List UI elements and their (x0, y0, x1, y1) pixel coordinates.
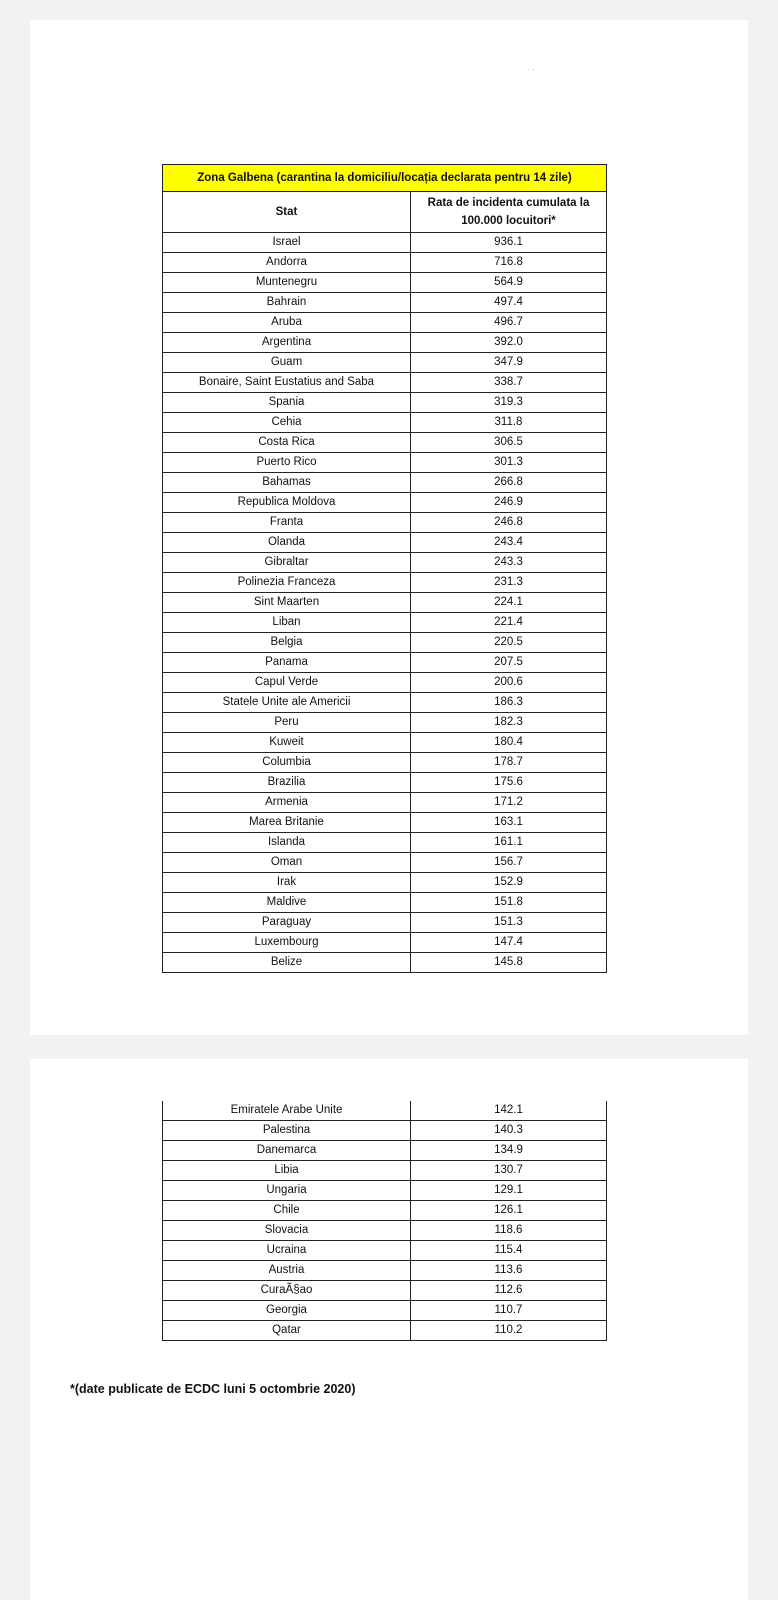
incidence-rate-cell: 171.2 (411, 793, 607, 813)
country-cell: Austria (163, 1261, 411, 1281)
table-row (163, 333, 607, 353)
table-banner-row (163, 165, 607, 192)
table-row (163, 593, 607, 613)
table-row (163, 633, 607, 653)
country-cell: Sint Maarten (163, 593, 411, 613)
country-cell: Peru (163, 713, 411, 733)
yellow-zone-table-continued (162, 1101, 607, 1341)
table-row (163, 373, 607, 393)
country-cell: Slovacia (163, 1221, 411, 1241)
table-row (163, 1261, 607, 1281)
country-cell: Republica Moldova (163, 493, 411, 513)
incidence-rate-cell: 224.1 (411, 593, 607, 613)
table-row (163, 393, 607, 413)
table-row (163, 713, 607, 733)
incidence-rate-cell: 200.6 (411, 673, 607, 693)
table-row (163, 613, 607, 633)
table-row (163, 953, 607, 973)
table-row (163, 293, 607, 313)
table-row (163, 473, 607, 493)
table-row (163, 833, 607, 853)
country-cell: Israel (163, 233, 411, 253)
incidence-rate-cell: 112.6 (411, 1281, 607, 1301)
table-row (163, 1321, 607, 1341)
page-mark: · · (527, 65, 535, 74)
country-cell: Bahrain (163, 293, 411, 313)
country-cell: Belize (163, 953, 411, 973)
country-cell: Islanda (163, 833, 411, 853)
incidence-rate-cell: 152.9 (411, 873, 607, 893)
incidence-rate-cell: 243.4 (411, 533, 607, 553)
table-row (163, 753, 607, 773)
incidence-rate-cell: 347.9 (411, 353, 607, 373)
incidence-rate-cell: 163.1 (411, 813, 607, 833)
country-cell: Luxembourg (163, 933, 411, 953)
incidence-rate-cell: 130.7 (411, 1161, 607, 1181)
country-cell: Columbia (163, 753, 411, 773)
table-row (163, 1241, 607, 1261)
incidence-rate-cell: 151.8 (411, 893, 607, 913)
column-header-rate: Rata de incidenta cumulata la 100.000 locuitori* (411, 192, 607, 233)
table-row (163, 1141, 607, 1161)
table-row (163, 313, 607, 333)
table-row (163, 673, 607, 693)
country-cell: Kuweit (163, 733, 411, 753)
table-row (163, 1201, 607, 1221)
incidence-rate-cell: 936.1 (411, 233, 607, 253)
table-row (163, 893, 607, 913)
incidence-rate-cell: 178.7 (411, 753, 607, 773)
table-row (163, 1161, 607, 1181)
document-page-1 (30, 20, 748, 1035)
table-row (163, 233, 607, 253)
country-cell: Georgia (163, 1301, 411, 1321)
incidence-rate-cell: 564.9 (411, 273, 607, 293)
table-row (163, 933, 607, 953)
incidence-rate-cell: 497.4 (411, 293, 607, 313)
table-row (163, 693, 607, 713)
country-cell: Muntenegru (163, 273, 411, 293)
incidence-rate-cell: 110.2 (411, 1321, 607, 1341)
country-cell: Olanda (163, 533, 411, 553)
table-banner-title: Zona Galbena (carantina la domiciliu/locația declarata pentru 14 zile) (163, 165, 607, 192)
incidence-rate-cell: 110.7 (411, 1301, 607, 1321)
country-cell: Bonaire, Saint Eustatius and Saba (163, 373, 411, 393)
country-cell: Libia (163, 1161, 411, 1181)
country-cell: Spania (163, 393, 411, 413)
table-row (163, 1181, 607, 1201)
country-cell: Capul Verde (163, 673, 411, 693)
country-cell: Palestina (163, 1121, 411, 1141)
table-row (163, 533, 607, 553)
table-row (163, 813, 607, 833)
table-row (163, 273, 607, 293)
country-cell: Guam (163, 353, 411, 373)
table-row (163, 353, 607, 373)
table-row (163, 413, 607, 433)
country-cell: Polinezia Franceza (163, 573, 411, 593)
country-cell: Statele Unite ale Americii (163, 693, 411, 713)
table-row (163, 853, 607, 873)
country-cell: Marea Britanie (163, 813, 411, 833)
yellow-zone-table (162, 164, 607, 973)
table-row (163, 493, 607, 513)
incidence-rate-cell: 180.4 (411, 733, 607, 753)
incidence-rate-cell: 175.6 (411, 773, 607, 793)
country-cell: Qatar (163, 1321, 411, 1341)
table-row (163, 513, 607, 533)
incidence-rate-cell: 311.8 (411, 413, 607, 433)
table-row (163, 913, 607, 933)
table-row (163, 433, 607, 453)
incidence-rate-cell: 207.5 (411, 653, 607, 673)
incidence-rate-cell: 129.1 (411, 1181, 607, 1201)
incidence-rate-cell: 118.6 (411, 1221, 607, 1241)
column-header-state: Stat (163, 192, 411, 233)
table-row (163, 793, 607, 813)
country-cell: Bahamas (163, 473, 411, 493)
country-cell: Chile (163, 1201, 411, 1221)
country-cell: Maldive (163, 893, 411, 913)
incidence-rate-cell: 338.7 (411, 373, 607, 393)
incidence-rate-cell: 319.3 (411, 393, 607, 413)
incidence-rate-cell: 145.8 (411, 953, 607, 973)
country-cell: Panama (163, 653, 411, 673)
table-row (163, 253, 607, 273)
incidence-rate-cell: 142.1 (411, 1101, 607, 1121)
incidence-rate-cell: 220.5 (411, 633, 607, 653)
country-cell: Irak (163, 873, 411, 893)
table-row (163, 733, 607, 753)
country-cell: Armenia (163, 793, 411, 813)
table-row (163, 1101, 607, 1121)
table-row (163, 1281, 607, 1301)
incidence-rate-cell: 246.8 (411, 513, 607, 533)
incidence-rate-cell: 147.4 (411, 933, 607, 953)
incidence-rate-cell: 266.8 (411, 473, 607, 493)
incidence-rate-cell: 243.3 (411, 553, 607, 573)
table-row (163, 553, 607, 573)
country-cell: Ungaria (163, 1181, 411, 1201)
incidence-rate-cell: 156.7 (411, 853, 607, 873)
country-cell: Paraguay (163, 913, 411, 933)
country-cell: Danemarca (163, 1141, 411, 1161)
country-cell: Costa Rica (163, 433, 411, 453)
incidence-rate-cell: 186.3 (411, 693, 607, 713)
table-row (163, 573, 607, 593)
incidence-rate-cell: 182.3 (411, 713, 607, 733)
country-cell: Franta (163, 513, 411, 533)
document-page-2 (30, 1059, 748, 1600)
incidence-rate-cell: 134.9 (411, 1141, 607, 1161)
incidence-rate-cell: 151.3 (411, 913, 607, 933)
country-cell: Ucraina (163, 1241, 411, 1261)
incidence-rate-cell: 306.5 (411, 433, 607, 453)
source-footnote: *(date publicate de ECDC luni 5 octombrie 2020) (70, 1382, 356, 1396)
country-cell: Oman (163, 853, 411, 873)
incidence-rate-cell: 161.1 (411, 833, 607, 853)
country-cell: Puerto Rico (163, 453, 411, 473)
country-cell: Belgia (163, 633, 411, 653)
incidence-rate-cell: 231.3 (411, 573, 607, 593)
country-cell: Argentina (163, 333, 411, 353)
incidence-rate-cell: 221.4 (411, 613, 607, 633)
table-header-row (163, 192, 607, 233)
country-cell: Cehia (163, 413, 411, 433)
incidence-rate-cell: 496.7 (411, 313, 607, 333)
country-cell: Brazilia (163, 773, 411, 793)
incidence-rate-cell: 126.1 (411, 1201, 607, 1221)
incidence-rate-cell: 301.3 (411, 453, 607, 473)
table-row (163, 653, 607, 673)
incidence-rate-cell: 716.8 (411, 253, 607, 273)
table-row (163, 1121, 607, 1141)
incidence-rate-cell: 392.0 (411, 333, 607, 353)
incidence-rate-cell: 115.4 (411, 1241, 607, 1261)
country-cell: Liban (163, 613, 411, 633)
country-cell: Emiratele Arabe Unite (163, 1101, 411, 1121)
country-cell: Andorra (163, 253, 411, 273)
country-cell: Aruba (163, 313, 411, 333)
table-row (163, 773, 607, 793)
table-row (163, 453, 607, 473)
incidence-rate-cell: 140.3 (411, 1121, 607, 1141)
incidence-rate-cell: 113.6 (411, 1261, 607, 1281)
incidence-rate-cell: 246.9 (411, 493, 607, 513)
table-row (163, 1221, 607, 1241)
table-row (163, 1301, 607, 1321)
country-cell: Gibraltar (163, 553, 411, 573)
table-row (163, 873, 607, 893)
country-cell: CuraÃ§ao (163, 1281, 411, 1301)
